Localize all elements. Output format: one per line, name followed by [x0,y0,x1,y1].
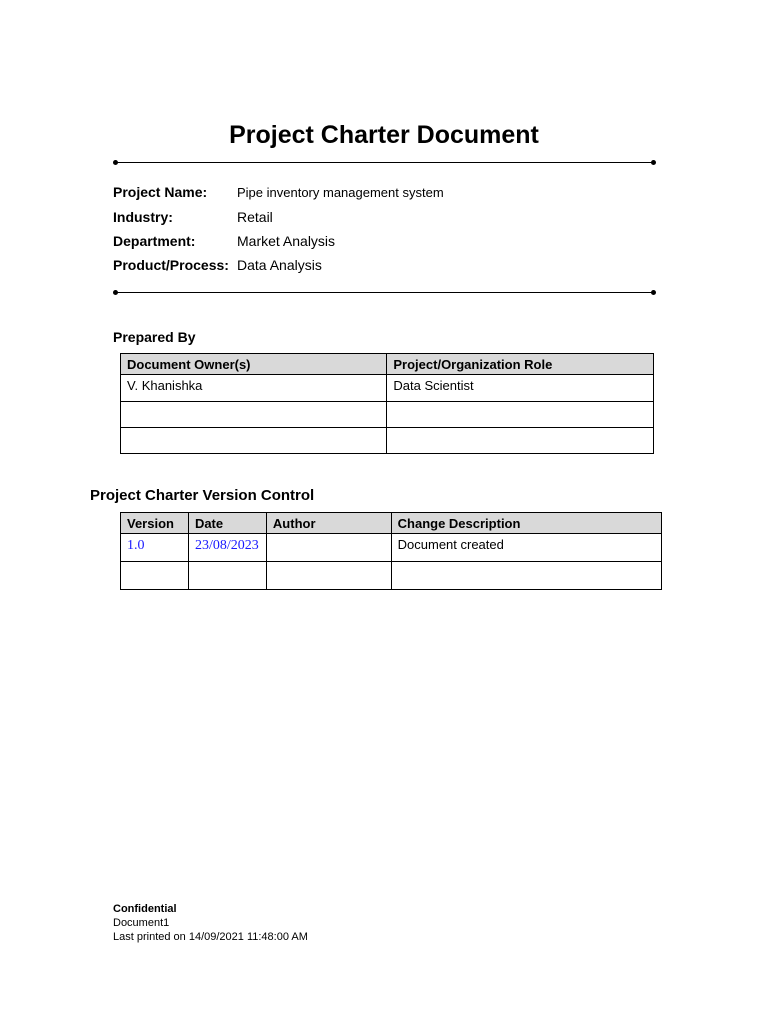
owner-cell: V. Khanishka [121,375,387,402]
page-footer [113,902,308,944]
table-row [121,375,654,402]
version-control-table [120,512,662,590]
info-label: Product/Process: [113,257,229,273]
info-label: Industry: [113,209,173,225]
column-header-role: Project/Organization Role [387,354,654,375]
change-description-cell: Document created [391,534,661,562]
divider-endpoint [651,290,656,295]
divider-endpoint [113,160,118,165]
table-header-row [121,354,654,375]
info-row-industry [113,207,273,227]
bottom-divider [116,292,653,293]
column-header-author: Author [266,513,391,534]
prepared-by-heading: Prepared By [113,329,196,345]
owner-cell [121,402,387,428]
author-cell [266,534,391,562]
table-row [121,402,654,428]
date-cell [188,562,266,590]
info-value: Retail [237,209,273,225]
column-header-version: Version [121,513,189,534]
role-cell [387,402,654,428]
author-cell [266,562,391,590]
top-divider [116,162,653,163]
info-label: Project Name: [113,184,208,200]
divider-endpoint [651,160,656,165]
info-value: Data Analysis [237,257,322,273]
page-title: Project Charter Document [229,121,539,149]
column-header-date: Date [188,513,266,534]
date-cell: 23/08/2023 [188,534,266,562]
document-name: Document1 [113,917,170,929]
info-value: Market Analysis [237,233,336,249]
change-description-cell [391,562,661,590]
table-header-row [121,513,662,534]
table-row [121,534,662,562]
info-value: Pipe inventory management system [237,184,444,200]
info-label: Department: [113,233,196,249]
version-control-heading: Project Charter Version Control [90,487,315,504]
confidential-label: Confidential [113,903,177,915]
prepared-by-table [120,353,654,454]
owner-cell [121,428,387,454]
last-printed-text: Last printed on 14/09/2021 11:48:00 AM [113,931,308,943]
info-row-department [113,231,335,251]
info-row-project-name [113,182,444,202]
info-row-product-process [113,255,322,275]
version-cell [121,562,189,590]
version-cell: 1.0 [121,534,189,562]
role-cell: Data Scientist [387,375,654,402]
table-row [121,428,654,454]
divider-endpoint [113,290,118,295]
column-header-change-description: Change Description [391,513,661,534]
column-header-document-owner: Document Owner(s) [121,354,387,375]
table-row [121,562,662,590]
role-cell [387,428,654,454]
